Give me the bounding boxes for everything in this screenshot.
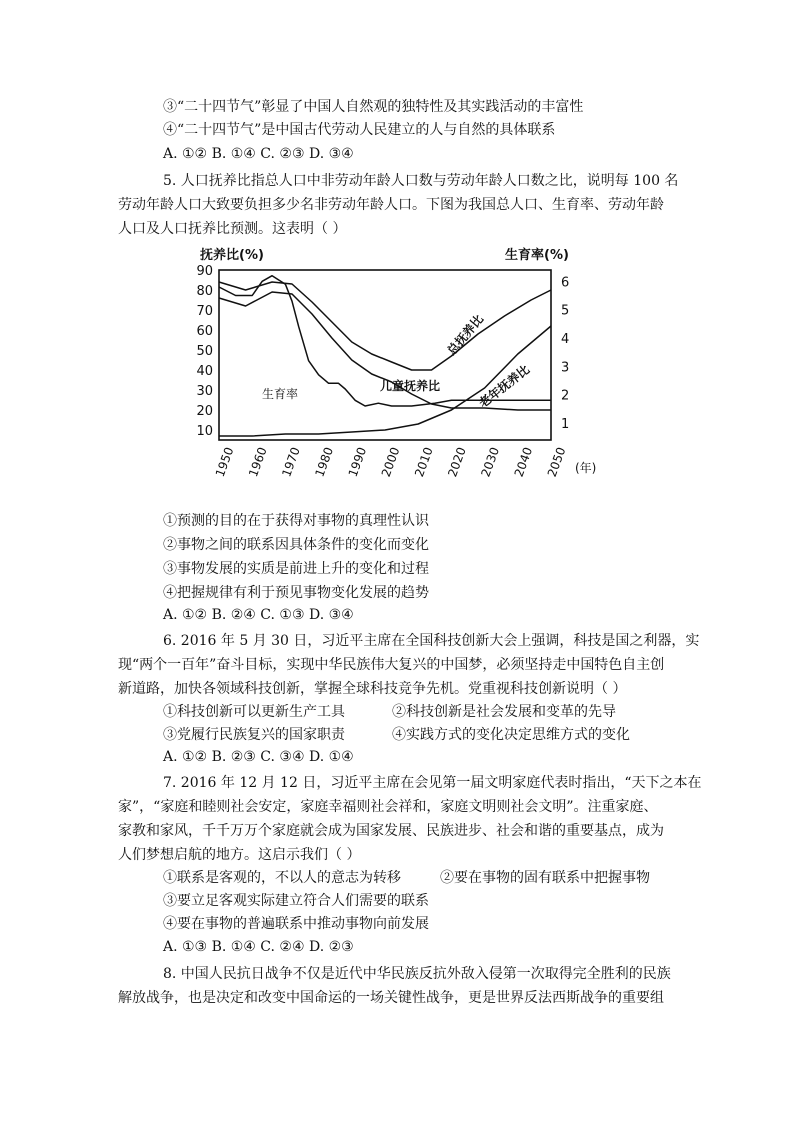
y-tick-label-left: 40 — [196, 364, 213, 379]
q5-stem-line-3: 人口及人口抚养比预测。这表明（ ） — [118, 221, 347, 237]
x-tick-label: 2030 — [478, 445, 503, 479]
y-tick-label-left: 60 — [196, 324, 213, 339]
label-child-dependency-ratio: 儿童抚养比 — [380, 379, 441, 393]
population-chart — [195, 240, 615, 490]
q5-option-4: ④把握规律有利于预见事物变化发展的趋势 — [163, 585, 429, 601]
q5-option-3: ③事物发展的实质是前进上升的变化和过程 — [163, 561, 429, 577]
x-tick-label: 2050 — [544, 445, 569, 479]
y-tick-label-right: 4 — [561, 332, 570, 347]
x-tick-label: 2040 — [511, 445, 536, 479]
q6-option-1: ①科技创新可以更新生产工具 — [163, 704, 345, 720]
population-chart-svg — [195, 240, 615, 490]
q7-stem-line-2: 家”，“家庭和睦则社会安定，家庭幸福则社会祥和，家庭文明则社会文明”。注重家庭、 — [118, 799, 658, 815]
x-tick-label: 2020 — [445, 445, 469, 479]
q7-option-4: ④要在事物的普遍联系中推动事物向前发展 — [163, 916, 429, 932]
x-axis-unit: (年) — [575, 461, 597, 475]
plot-frame — [219, 270, 551, 440]
q6-option-3: ③党履行民族复兴的国家职责 — [163, 727, 345, 743]
x-tick-label: 2000 — [378, 445, 403, 479]
prev-option-4: ④“二十四节气”是中国古代劳动人民建立的人与自然的具体联系 — [163, 122, 556, 138]
y-tick-label-left: 80 — [196, 284, 213, 299]
q7-option-2: ②要在事物的固有联系中把握事物 — [440, 870, 650, 886]
y-tick-label-right: 3 — [561, 360, 570, 376]
q7-option-3: ③要立足客观实际建立符合人们需要的联系 — [163, 893, 429, 909]
x-tick-label: 1990 — [345, 445, 370, 479]
label-elderly-dependency-ratio: 老年抚养比 — [476, 362, 533, 411]
q8-stem-line-2: 解放战争，也是决定和改变中国命运的一场关键性战争，更是世界反法西斯战争的重要组 — [118, 990, 664, 1006]
q5-option-1: ①预测的目的在于获得对事物的真理性认识 — [163, 513, 429, 529]
q6-stem-line-3: 新道路，加快各领域科技创新，掌握全球科技竞争先机。党重视科技创新说明（ ） — [118, 681, 627, 697]
label-total-dependency-ratio: 总抚养比 — [444, 312, 487, 358]
y-tick-label-right: 6 — [561, 275, 570, 291]
y-tick-label-left: 70 — [196, 304, 213, 319]
y-tick-label-right: 2 — [561, 388, 570, 404]
x-tick-label: 1960 — [246, 445, 270, 479]
x-tick-label: 1980 — [312, 445, 337, 479]
q6-option-4: ④实践方式的变化决定思维方式的变化 — [392, 727, 630, 743]
x-tick-label: 1950 — [212, 445, 237, 479]
q7-stem-line-3: 家教和家风，千千万万个家庭就会成为国家发展、民族进步、社会和谐的重要基点，成为 — [118, 823, 664, 839]
y-tick-label-left: 90 — [196, 264, 213, 279]
q5-answer-choices: A. ①② B. ②④ C. ①③ D. ③④ — [163, 607, 354, 623]
q7-stem-line-4: 人们梦想启航的地方。这启示我们（ ） — [118, 847, 361, 863]
y-tick-label-left: 50 — [196, 344, 213, 359]
q6-stem-line-1: 6. 2016 年 5 月 30 日，习近平主席在全国科技创新大会上强调，科技是国之利器，实 — [163, 633, 700, 649]
q5-option-2: ②事物之间的联系因具体条件的变化而变化 — [163, 537, 429, 553]
q7-option-1: ①联系是客观的，不以人的意志为转移 — [163, 870, 401, 886]
x-tick-label: 2010 — [412, 445, 436, 479]
q5-stem-line-2: 劳动年龄人口大致要负担多少名非劳动年龄人口。下图为我国总人口、生育率、劳动年龄 — [118, 197, 664, 213]
y-tick-label-right: 5 — [561, 303, 570, 319]
label-fertility-rate: 生育率 — [262, 387, 299, 401]
left-axis-title: 抚养比(%) — [200, 248, 264, 263]
x-tick-label: 1970 — [279, 445, 303, 479]
right-axis-title: 生育率(%) — [505, 248, 569, 263]
y-tick-label-left: 30 — [196, 384, 213, 399]
prev-option-3: ③“二十四节气”彰显了中国人自然观的独特性及其实践活动的丰富性 — [163, 99, 584, 115]
y-tick-label-left: 10 — [196, 424, 213, 439]
q6-option-2: ②科技创新是社会发展和变革的先导 — [392, 704, 616, 720]
q6-stem-line-2: 现“两个一百年”奋斗目标，实现中华民族伟大复兴的中国梦，必须坚持走中国特色自主创 — [118, 657, 665, 673]
q6-answer-choices: A. ①② B. ②③ C. ③④ D. ①④ — [163, 749, 354, 765]
q5-stem-line-1: 5. 人口抚养比指总人口中非劳动年龄人口数与劳动年龄人口数之比，说明每 100 名 — [163, 173, 679, 189]
prev-answer-choices: A. ①② B. ①④ C. ②③ D. ③④ — [163, 146, 354, 162]
q7-answer-choices: A. ①③ B. ①④ C. ②④ D. ②③ — [163, 939, 354, 955]
q8-stem-line-1: 8. 中国人民抗日战争不仅是近代中华民族反抗外敌入侵第一次取得完全胜利的民族 — [163, 966, 671, 982]
y-tick-label-right: 1 — [561, 417, 570, 432]
series-line-total-dependency-ratio — [219, 282, 551, 370]
y-tick-label-left: 20 — [196, 404, 213, 419]
q7-stem-line-1: 7. 2016 年 12 月 12 日，习近平主席在会见第一届文明家庭代表时指出，“天下之本在 — [163, 775, 702, 791]
